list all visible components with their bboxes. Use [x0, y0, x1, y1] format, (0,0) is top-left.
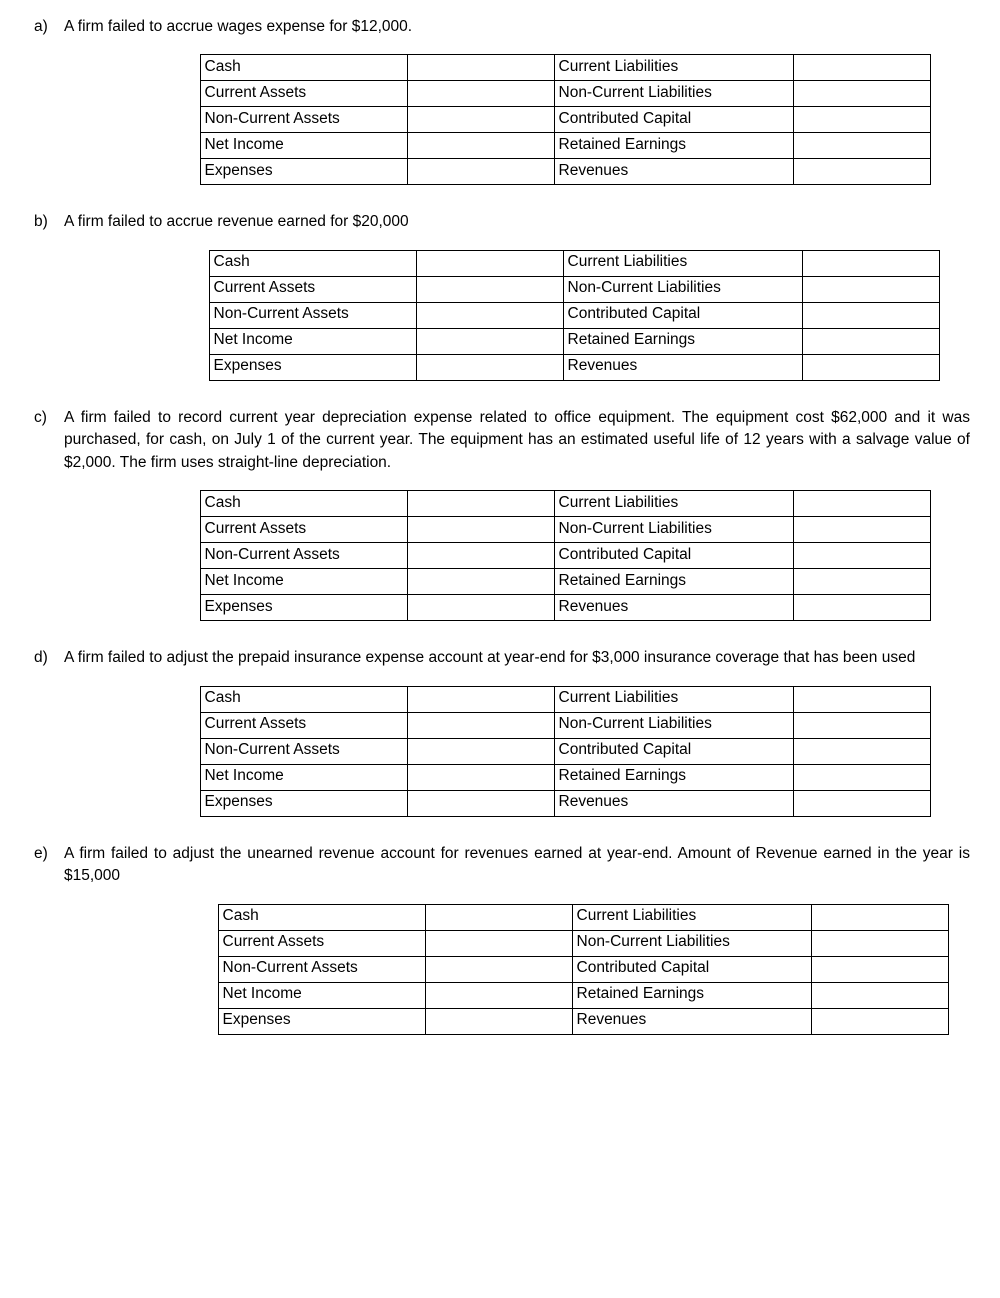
table-row [218, 982, 948, 1008]
left-account-label: Non-Current Assets [218, 956, 425, 982]
left-account-value-cell[interactable] [407, 764, 554, 790]
questions-list [28, 16, 972, 1061]
left-account-value-cell[interactable] [407, 569, 554, 595]
left-account-label: Expenses [218, 1008, 425, 1034]
right-account-value-cell[interactable] [793, 491, 930, 517]
left-account-value-cell[interactable] [407, 491, 554, 517]
right-account-label: Current Liabilities [554, 491, 793, 517]
right-account-value-cell[interactable] [811, 956, 948, 982]
right-account-value-cell[interactable] [793, 595, 930, 621]
right-account-label: Non-Current Liabilities [554, 517, 793, 543]
question-text: A firm failed to adjust the unearned revenue account for revenues earned at year-end. Amount of Revenue earned in the year is $15,000 [64, 844, 970, 885]
right-account-value-cell[interactable] [793, 55, 930, 81]
spacer [28, 621, 972, 647]
question-text: A firm failed to accrue revenue earned for $20,000 [64, 213, 409, 231]
right-account-value-cell[interactable] [793, 738, 930, 764]
right-account-value-cell[interactable] [811, 930, 948, 956]
left-account-label: Net Income [200, 133, 407, 159]
table-row [200, 543, 930, 569]
left-account-label: Non-Current Assets [209, 302, 416, 328]
accounting-effects-table [209, 250, 940, 381]
right-account-label: Retained Earnings [554, 133, 793, 159]
question-item [28, 647, 972, 842]
right-account-value-cell[interactable] [793, 133, 930, 159]
accounting-effects-table [200, 686, 931, 817]
left-account-value-cell[interactable] [416, 276, 563, 302]
right-account-label: Non-Current Liabilities [572, 930, 811, 956]
left-account-value-cell[interactable] [407, 133, 554, 159]
right-account-label: Current Liabilities [563, 250, 802, 276]
left-account-value-cell[interactable] [407, 55, 554, 81]
right-account-label: Non-Current Liabilities [554, 81, 793, 107]
left-account-value-cell[interactable] [416, 328, 563, 354]
table-container [28, 234, 972, 381]
left-account-value-cell[interactable] [407, 517, 554, 543]
question-header [28, 16, 972, 38]
question-text: A firm failed to record current year depreciation expense related to office equipment. The equipment cost $62,000 and it was purchased, for cash, on July 1 of the current year. The equipment has an estimated useful life of 12 years with a salvage value of $2,000. The firm uses straight-line depreciation. [64, 408, 970, 471]
right-account-value-cell[interactable] [793, 517, 930, 543]
left-account-label: Net Income [218, 982, 425, 1008]
left-account-label: Non-Current Assets [200, 738, 407, 764]
table-row [209, 276, 939, 302]
accounting-effects-table [218, 904, 949, 1035]
table-row [200, 790, 930, 816]
right-account-label: Contributed Capital [563, 302, 802, 328]
left-account-label: Current Assets [209, 276, 416, 302]
right-account-label: Current Liabilities [572, 904, 811, 930]
right-account-label: Contributed Capital [554, 107, 793, 133]
table-container [28, 670, 972, 817]
table-row [200, 133, 930, 159]
left-account-label: Current Assets [200, 712, 407, 738]
question-text: A firm failed to adjust the prepaid insurance expense account at year-end for $3,000 insurance coverage that has been used [64, 649, 916, 667]
question-item [28, 407, 972, 647]
table-row [200, 712, 930, 738]
table-row [218, 1008, 948, 1034]
table-container [28, 888, 972, 1035]
table-row [218, 904, 948, 930]
right-account-label: Non-Current Liabilities [563, 276, 802, 302]
right-account-label: Non-Current Liabilities [554, 712, 793, 738]
accounting-effects-table [200, 490, 931, 621]
right-account-label: Contributed Capital [554, 738, 793, 764]
left-account-value-cell[interactable] [407, 159, 554, 185]
table-row [200, 569, 930, 595]
left-account-label: Current Assets [218, 930, 425, 956]
left-account-label: Cash [200, 55, 407, 81]
right-account-label: Retained Earnings [554, 764, 793, 790]
right-account-label: Retained Earnings [554, 569, 793, 595]
left-account-value-cell[interactable] [425, 956, 572, 982]
right-account-value-cell[interactable] [793, 764, 930, 790]
table-container [28, 38, 972, 185]
table-row [200, 81, 930, 107]
right-account-value-cell[interactable] [793, 569, 930, 595]
spacer [28, 381, 972, 407]
left-account-value-cell[interactable] [407, 81, 554, 107]
right-account-label: Contributed Capital [554, 543, 793, 569]
right-account-label: Contributed Capital [572, 956, 811, 982]
left-account-value-cell[interactable] [407, 712, 554, 738]
left-account-value-cell[interactable] [407, 107, 554, 133]
right-account-value-cell[interactable] [802, 250, 939, 276]
question-letter: d) [34, 649, 48, 667]
left-account-label: Net Income [200, 764, 407, 790]
left-account-label: Expenses [200, 595, 407, 621]
table-row [209, 302, 939, 328]
left-account-value-cell[interactable] [407, 738, 554, 764]
left-account-label: Expenses [200, 790, 407, 816]
left-account-label: Non-Current Assets [200, 543, 407, 569]
left-account-value-cell[interactable] [425, 930, 572, 956]
table-row [200, 738, 930, 764]
table-row [209, 250, 939, 276]
right-account-value-cell[interactable] [793, 81, 930, 107]
right-account-value-cell[interactable] [802, 354, 939, 380]
table-row [218, 956, 948, 982]
right-account-value-cell[interactable] [793, 159, 930, 185]
left-account-value-cell[interactable] [407, 595, 554, 621]
left-account-value-cell[interactable] [407, 543, 554, 569]
left-account-label: Current Assets [200, 517, 407, 543]
question-item [28, 211, 972, 406]
question-header [28, 211, 972, 233]
question-letter: c) [34, 408, 47, 426]
right-account-label: Current Liabilities [554, 55, 793, 81]
right-account-label: Revenues [554, 595, 793, 621]
right-account-value-cell[interactable] [793, 712, 930, 738]
question-letter: a) [34, 18, 48, 35]
right-account-label: Revenues [572, 1008, 811, 1034]
question-item [28, 16, 972, 211]
spacer [28, 817, 972, 843]
table-row [200, 159, 930, 185]
left-account-label: Non-Current Assets [200, 107, 407, 133]
left-account-value-cell[interactable] [425, 904, 572, 930]
table-row [218, 930, 948, 956]
right-account-value-cell[interactable] [793, 686, 930, 712]
table-row [200, 595, 930, 621]
left-account-label: Expenses [209, 354, 416, 380]
left-account-label: Current Assets [200, 81, 407, 107]
right-account-value-cell[interactable] [802, 302, 939, 328]
table-row [209, 354, 939, 380]
left-account-value-cell[interactable] [407, 790, 554, 816]
left-account-label: Net Income [200, 569, 407, 595]
table-row [200, 686, 930, 712]
table-row [200, 55, 930, 81]
right-account-label: Current Liabilities [554, 686, 793, 712]
right-account-value-cell[interactable] [811, 1008, 948, 1034]
table-row [200, 491, 930, 517]
left-account-value-cell[interactable] [425, 982, 572, 1008]
left-account-label: Cash [218, 904, 425, 930]
left-account-value-cell[interactable] [425, 1008, 572, 1034]
right-account-label: Revenues [554, 790, 793, 816]
table-row [200, 517, 930, 543]
table-row [209, 328, 939, 354]
accounting-effects-table [200, 54, 931, 185]
right-account-label: Retained Earnings [572, 982, 811, 1008]
right-account-label: Revenues [554, 159, 793, 185]
right-account-value-cell[interactable] [793, 790, 930, 816]
right-account-value-cell[interactable] [793, 543, 930, 569]
left-account-value-cell[interactable] [407, 686, 554, 712]
spacer [28, 185, 972, 211]
right-account-value-cell[interactable] [793, 107, 930, 133]
question-item [28, 843, 972, 1061]
question-header [28, 843, 972, 888]
question-header [28, 407, 972, 474]
table-row [200, 764, 930, 790]
right-account-value-cell[interactable] [802, 276, 939, 302]
spacer [28, 1035, 972, 1061]
question-letter: e) [34, 844, 48, 862]
left-account-label: Cash [200, 686, 407, 712]
right-account-value-cell[interactable] [811, 904, 948, 930]
left-account-label: Cash [209, 250, 416, 276]
right-account-value-cell[interactable] [802, 328, 939, 354]
left-account-label: Expenses [200, 159, 407, 185]
left-account-label: Cash [200, 491, 407, 517]
table-container [28, 474, 972, 621]
left-account-label: Net Income [209, 328, 416, 354]
question-text: A firm failed to accrue wages expense for $12,000. [64, 18, 413, 35]
question-header [28, 647, 972, 669]
right-account-label: Revenues [563, 354, 802, 380]
question-letter: b) [34, 213, 48, 231]
left-account-value-cell[interactable] [416, 354, 563, 380]
right-account-value-cell[interactable] [811, 982, 948, 1008]
table-row [200, 107, 930, 133]
left-account-value-cell[interactable] [416, 250, 563, 276]
right-account-label: Retained Earnings [563, 328, 802, 354]
left-account-value-cell[interactable] [416, 302, 563, 328]
